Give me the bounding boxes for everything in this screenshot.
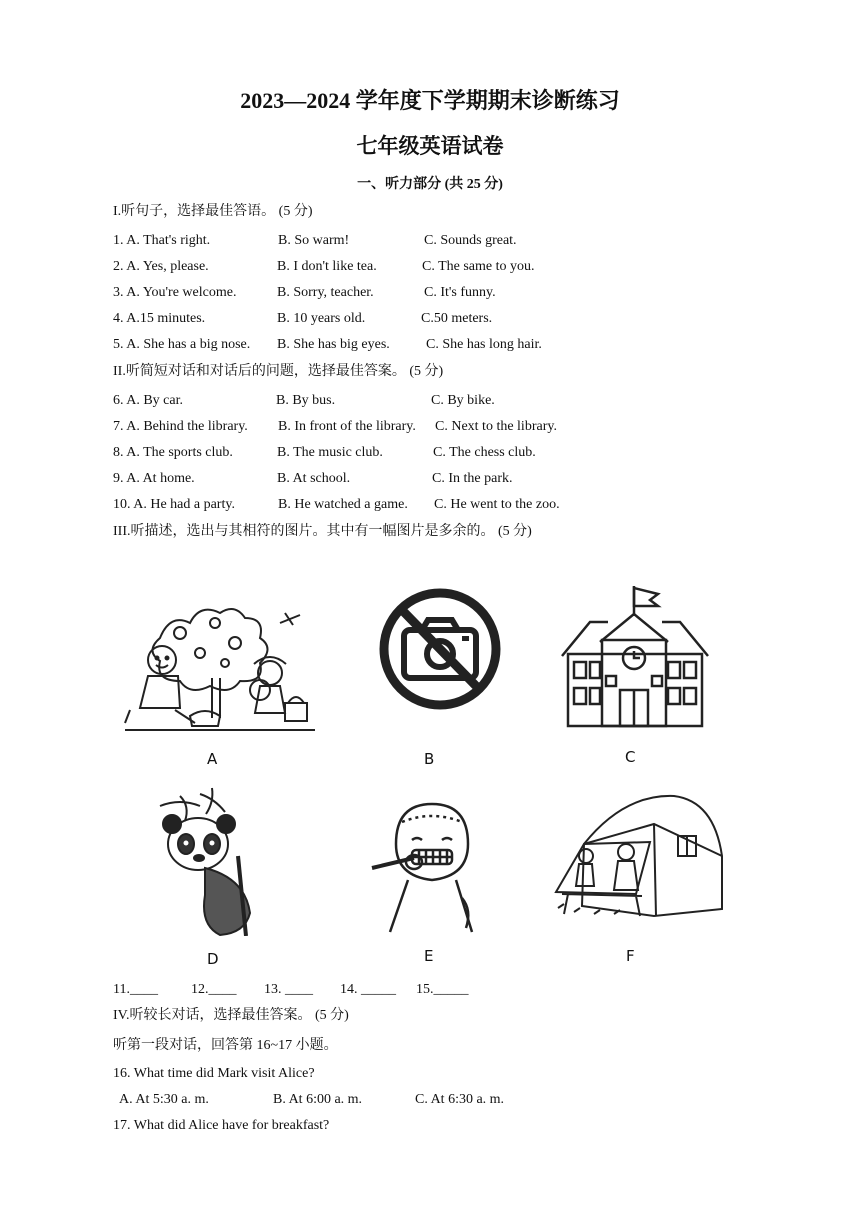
option-a: A. At 5:30 a. m. <box>119 1092 209 1107</box>
blank-12[interactable]: 12.____ <box>191 982 237 997</box>
option-b: B. At 6:00 a. m. <box>273 1092 363 1107</box>
picture-label-c: C <box>625 748 636 766</box>
option-a: 6. A. By car. <box>113 393 183 408</box>
option-b: B. He watched a game. <box>278 497 408 512</box>
picture-label-a: A <box>207 750 218 768</box>
picture-label-b: B <box>424 750 435 768</box>
picture-label-e: E <box>424 947 434 965</box>
blank-14[interactable]: 14. _____ <box>340 982 396 997</box>
option-b: B. At school. <box>277 471 351 486</box>
exam-title: 2023—2024 学年度下学期期末诊断练习 <box>240 88 620 113</box>
exam-subtitle: 七年级英语试卷 <box>356 134 504 158</box>
option-c: C.50 meters. <box>421 311 493 326</box>
section-2-heading: II.听简短对话和对话后的问题，选择最佳答案。 (5 分) <box>113 364 444 379</box>
picture-label-d: D <box>207 950 219 968</box>
option-b: B. Sorry, teacher. <box>277 285 374 300</box>
option-a: 3. A. You're welcome. <box>113 285 237 300</box>
option-a: 10. A. He had a party. <box>113 497 235 512</box>
brushing-teeth-icon <box>368 800 488 935</box>
option-c: C. In the park. <box>432 471 513 486</box>
option-c: C. By bike. <box>431 393 495 408</box>
part-title: 一、听力部分 (共 25 分) <box>357 177 503 192</box>
option-a: 5. A. She has a big nose. <box>113 337 251 352</box>
question-text: 16. What time did Mark visit Alice? <box>113 1066 315 1081</box>
option-c: C. Sounds great. <box>424 233 517 248</box>
option-c: C. The chess club. <box>433 445 536 460</box>
section-4-intro: 听第一段对话，回答第 16~17 小题。 <box>113 1038 338 1053</box>
option-c: C. He went to the zoo. <box>434 497 560 512</box>
option-b: B. By bus. <box>276 393 336 408</box>
option-a: 1. A. That's right. <box>113 233 211 248</box>
option-a: 7. A. Behind the library. <box>113 419 248 434</box>
option-b: B. The music club. <box>277 445 383 460</box>
option-c: C. The same to you. <box>422 259 535 274</box>
blank-13[interactable]: 13. ____ <box>264 982 313 997</box>
option-a: 9. A. At home. <box>113 471 195 486</box>
option-b: B. In front of the library. <box>278 419 416 434</box>
panda-icon <box>150 786 270 936</box>
blank-15[interactable]: 15._____ <box>416 982 469 997</box>
option-c: C. At 6:30 a. m. <box>415 1092 505 1107</box>
option-c: C. It's funny. <box>424 285 496 300</box>
section-4-heading: IV.听较长对话，选择最佳答案。 (5 分) <box>113 1008 349 1023</box>
question-text: 17. What did Alice have for breakfast? <box>113 1118 330 1133</box>
option-b: B. I don't like tea. <box>277 259 377 274</box>
school-building-icon <box>560 584 710 729</box>
section-1-heading: I.听句子，选择最佳答语。 (5 分) <box>113 204 313 219</box>
picture-label-f: F <box>626 947 635 965</box>
option-c: C. She has long hair. <box>426 337 542 352</box>
section-3-heading: III.听描述，选出与其相符的图片。其中有一幅图片是多余的。 (5 分) <box>113 524 532 539</box>
camping-tent-icon <box>554 794 724 924</box>
option-b: B. She has big eyes. <box>277 337 390 352</box>
option-b: B. 10 years old. <box>277 311 366 326</box>
option-a: 8. A. The sports club. <box>113 445 233 460</box>
blank-11[interactable]: 11.____ <box>113 982 158 997</box>
option-a: 2. A. Yes, please. <box>113 259 209 274</box>
no-camera-icon <box>370 586 510 712</box>
option-c: C. Next to the library. <box>435 419 557 434</box>
option-b: B. So warm! <box>278 233 350 248</box>
picnic-family-icon <box>120 598 320 738</box>
option-a: 4. A.15 minutes. <box>113 311 206 326</box>
